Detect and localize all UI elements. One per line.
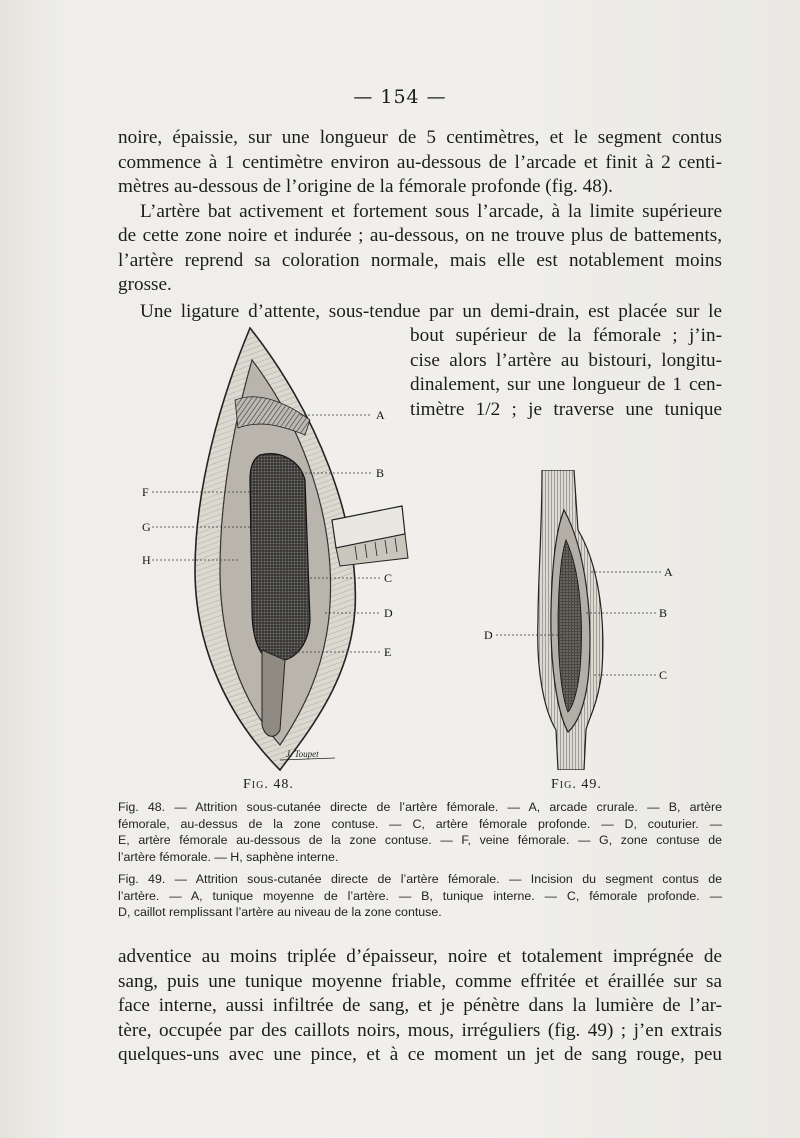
figure-48-label: Fig. 48. <box>243 777 294 792</box>
page-number: — 154 — <box>353 86 447 108</box>
fig48-label-d: D <box>384 606 393 620</box>
text-line: face interne, aussi infiltrée de sang, et je pénètre dans la lumière de l’ar- <box>118 995 722 1016</box>
text-line: sang, puis une tunique moyenne friable, comme effritée et éraillée sur sa <box>118 970 722 992</box>
figure-48-illustration <box>140 320 410 790</box>
text-line: dinalement, sur une longueur de 1 cen- <box>410 374 722 395</box>
text-line: mètres au-dessous de l’origine de la fémorale profonde (fig. 48). <box>118 176 613 197</box>
figure-49-illustration <box>476 470 696 770</box>
fig49-label-b: B <box>659 606 668 620</box>
caption-line: l’artère. — A, tunique moyenne de l’artère. — B, tunique interne. — C, fémorale profonde. — <box>118 888 722 903</box>
figure-49-label: Fig. 49. <box>551 777 602 792</box>
text-line: de cette zone noire et indurée ; au-dessous, on ne trouve plus de battements, <box>118 225 722 246</box>
fig48-label-c: C <box>384 571 393 585</box>
fig48-label-e: E <box>384 645 392 659</box>
text-line: bout supérieur de la fémorale ; j’in- <box>410 325 722 346</box>
text-line: tère, occupée par des caillots noirs, mous, irréguliers (fig. 49) ; j’en extrais <box>118 1019 722 1041</box>
text-line: Une ligature d’attente, sous-tendue par un demi-drain, est placée sur le <box>140 301 722 322</box>
paragraph-4 <box>118 945 722 1068</box>
figure-captions <box>118 799 722 927</box>
text-line: quelques-uns avec une pince, et à ce moment un jet de sang rouge, peu <box>118 1044 722 1065</box>
text-line: l’artère reprend sa coloration normale, mais elle est notablement moins <box>118 249 722 271</box>
text-line: adventice au moins triplée d’épaisseur, noire et totalement imprégnée de <box>118 946 722 967</box>
paragraph-1 <box>118 126 722 298</box>
fig48-label-a: A <box>376 408 385 422</box>
caption-line: Fig. 48. — Attrition sous-cutanée directe de l’artère fémorale. — A, arcade crurale. — B, artère <box>118 800 722 814</box>
text-line: timètre 1/2 ; je traverse une tunique <box>410 398 722 420</box>
fig49-label-c: C <box>659 668 668 682</box>
caption-figure-48 <box>118 799 722 865</box>
fig49-label-a: A <box>664 565 673 579</box>
fig48-label-h: H <box>142 553 151 567</box>
caption-line: D, caillot remplissant l’artère au niveau de la zone contuse. <box>118 905 442 919</box>
text-line: grosse. <box>118 274 172 295</box>
text-line: L’artère bat activement et fortement sous l’arcade, à la limite supérieure <box>140 200 722 222</box>
caption-line: Fig. 49. — Attrition sous-cutanée directe de l’artère fémorale. — Incision du segment contus de <box>118 872 722 886</box>
text-line: noire, épaissie, sur une longueur de 5 centimètres, et le segment contus <box>118 127 722 148</box>
fig48-label-f: F <box>142 485 149 499</box>
fig48-label-g: G <box>142 520 151 534</box>
caption-line: l’artère fémorale. — H, saphène interne. <box>118 849 339 864</box>
caption-line: E, artère fémorale au-dessous de la zone contuse. — F, veine fémorale. — G, zone contuse de <box>118 833 722 847</box>
text-line: commence à 1 centimètre environ au-dessous de l’arcade et finit à 2 centi- <box>118 151 722 173</box>
fig48-label-b: B <box>376 466 385 480</box>
caption-line: fémorale, au-dessus de la zone contuse. — C, artère fémorale profonde. — D, couturier. — <box>118 816 722 831</box>
caption-figure-49 <box>118 871 722 921</box>
paragraph-3-wrapped <box>410 324 722 422</box>
fig49-label-d: D <box>484 628 493 642</box>
illustrator-signature: J. Toupet <box>286 749 319 759</box>
text-line: cise alors l’artère au bistouri, longitu- <box>410 349 722 371</box>
